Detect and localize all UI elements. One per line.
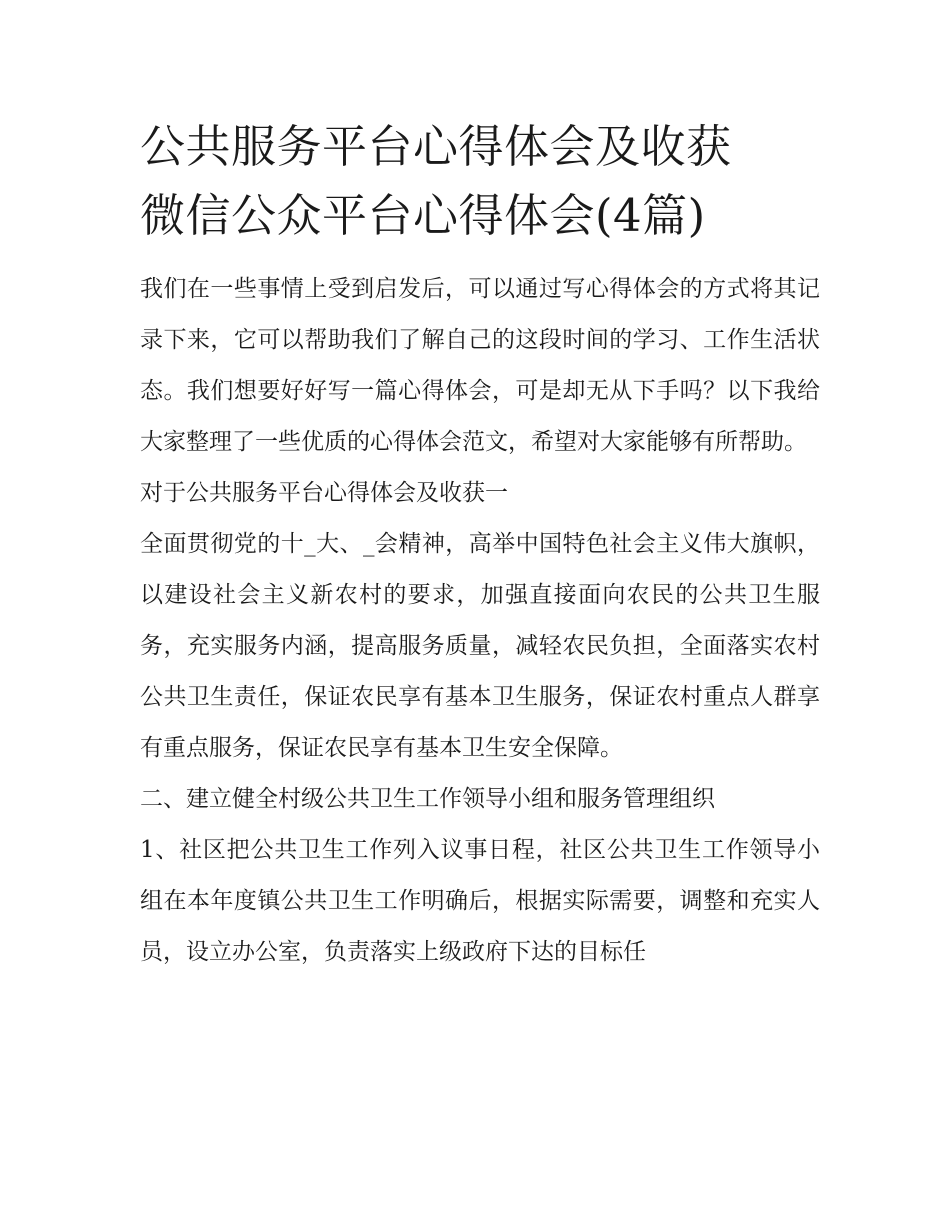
intro-paragraph: 我们在一些事情上受到启发后，可以通过写心得体会的方式将其记录下来，它可以帮助我们了解自己的这段时间的学习、工作生活状态。我们想要好好写一篇心得体会，可是却无从下手吗？以下我给大家整理了一些优质的心得体会范文，希望对大家能够有所帮助。	[140, 276, 820, 455]
body-paragraph-1: 全面贯彻党的十_大、_会精神，高举中国特色社会主义伟大旗帜，以建设社会主义新农村的要求，加强直接面向农民的公共卫生服务，充实服务内涵，提高服务质量，减轻农民负担，全面落实农村公共卫生责任，保证农民享有基本卫生服务，保证农村重点人群享有重点服务，保证农民享有基本卫生安全保障。	[140, 531, 820, 761]
body-paragraph-2: 1、社区把公共卫生工作列入议事日程，社区公共卫生工作领导小组在本年度镇公共卫生工作明确后，根据实际需要，调整和充实人员，设立办公室，负责落实上级政府下达的目标任	[140, 837, 820, 965]
title-line-2: 微信公众平台心得体会(4篇)	[140, 189, 706, 242]
document-title	[140, 112, 820, 250]
section-heading-1: 对于公共服务平台心得体会及收获一	[140, 480, 508, 506]
title-line-1: 公共服务平台心得体会及收获	[140, 120, 732, 173]
section-heading-2: 二、建立健全村级公共卫生工作领导小组和服务管理组织	[140, 786, 715, 812]
document-page	[140, 112, 820, 978]
